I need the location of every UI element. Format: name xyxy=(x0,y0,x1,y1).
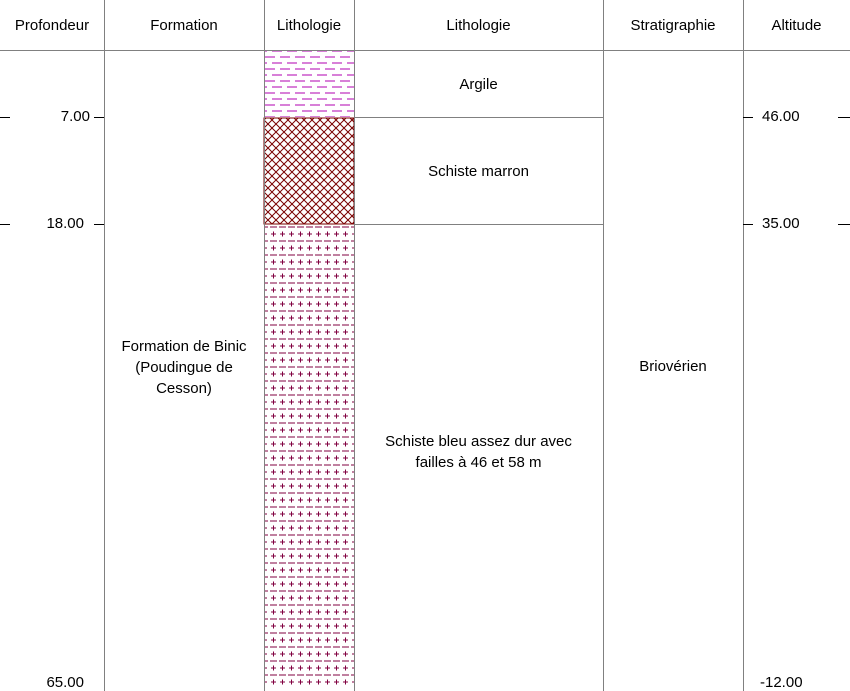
depth-tick xyxy=(0,224,10,225)
layer-description-schiste-marron: Schiste marron xyxy=(428,162,529,180)
formation-line: (Poudingue de xyxy=(135,358,233,376)
formation-line: Formation de Binic xyxy=(121,337,247,355)
altitude-tick xyxy=(743,117,753,118)
formation-name xyxy=(104,334,264,400)
formation-line: Cesson) xyxy=(156,379,212,397)
depth-tick xyxy=(94,117,104,118)
altitude-tick-label: 46.00 xyxy=(762,108,800,125)
header-lithology-pattern: Lithologie xyxy=(276,16,342,34)
header-lithology-description: Lithologie xyxy=(446,16,511,34)
layer-description-schiste-bleu xyxy=(354,430,603,474)
depth-tick-label: 65.00 xyxy=(46,674,84,691)
header-altitude: Altitude xyxy=(771,16,822,34)
altitude-tick-label: -12.00 xyxy=(760,674,803,691)
depth-tick-label: 18.00 xyxy=(46,215,84,232)
layer-pattern-argile xyxy=(264,51,354,117)
layer-divider xyxy=(354,224,603,225)
altitude-tick xyxy=(838,117,850,118)
column-divider xyxy=(264,0,265,691)
altitude-tick xyxy=(743,224,753,225)
description-line: Schiste bleu assez dur avec xyxy=(385,433,572,450)
altitude-tick-label: 35.00 xyxy=(762,215,800,232)
altitude-tick xyxy=(838,224,850,225)
stratigraphy-name: Briovérien xyxy=(639,357,707,375)
header-formation: Formation xyxy=(150,16,218,34)
header-depth: Profondeur xyxy=(14,16,90,34)
description-line: failles à 46 et 58 m xyxy=(415,454,542,471)
column-divider xyxy=(603,0,604,691)
column-divider xyxy=(743,0,744,691)
header-stratigraphy: Stratigraphie xyxy=(630,16,716,34)
depth-tick xyxy=(94,224,104,225)
layer-pattern-schiste-marron xyxy=(264,118,354,224)
layer-pattern-schiste-bleu xyxy=(264,225,354,685)
depth-tick xyxy=(0,117,10,118)
depth-tick-label: 7.00 xyxy=(60,108,90,125)
layer-description-argile: Argile xyxy=(459,75,498,93)
